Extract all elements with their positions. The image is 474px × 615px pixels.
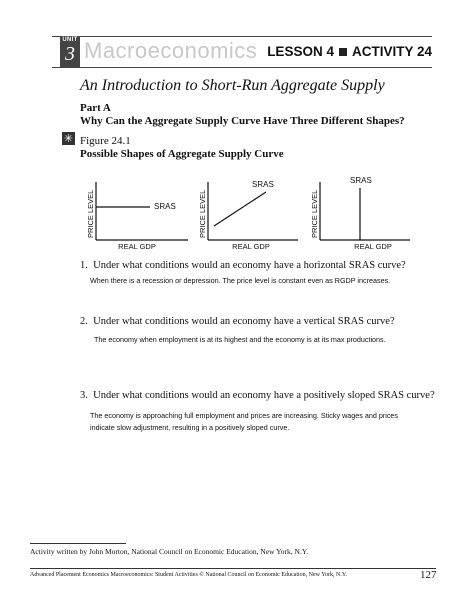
sras-curve-sloped bbox=[214, 192, 266, 226]
question-text: Under what conditions would an economy have a horizontal SRAS curve? bbox=[93, 260, 406, 271]
figure-title: Possible Shapes of Aggregate Supply Curve bbox=[80, 148, 284, 160]
question-3 bbox=[80, 390, 435, 401]
question-2 bbox=[80, 316, 395, 327]
graph-vertical-sras: PRICE LEVEL REAL GDP SRAS bbox=[310, 170, 420, 256]
asterisk-icon: ✳ bbox=[63, 132, 74, 145]
x-axis-label: REAL GDP bbox=[354, 242, 392, 251]
question-1 bbox=[80, 260, 406, 271]
graph-sloped-sras: PRICE LEVEL REAL GDP SRAS bbox=[198, 170, 308, 256]
unit-title: Macroeconomics bbox=[84, 38, 258, 63]
curve-label: SRAS bbox=[252, 180, 274, 189]
answer-2: The economy when employment is at its highest and the economy is at its max productions. bbox=[94, 335, 386, 344]
curve-label: SRAS bbox=[154, 202, 176, 211]
question-number: 3. bbox=[80, 390, 88, 401]
page-title: An Introduction to Short-Run Aggregate Supply bbox=[80, 77, 385, 94]
lesson-activity bbox=[267, 44, 432, 59]
graph-horizontal-sras: PRICE LEVEL REAL GDP SRAS bbox=[88, 170, 198, 256]
question-text: Under what conditions would an economy have a vertical SRAS curve? bbox=[93, 316, 395, 327]
question-number: 2. bbox=[80, 316, 88, 327]
unit-number: 3 bbox=[65, 43, 75, 65]
x-axis-label: REAL GDP bbox=[232, 242, 270, 251]
lesson-label: LESSON 4 bbox=[267, 44, 334, 59]
page-number: 127 bbox=[420, 569, 437, 581]
unit-word: UNIT bbox=[62, 37, 78, 43]
part-label: Part A bbox=[80, 102, 111, 114]
question-text: Under what conditions would an economy have a positively sloped SRAS curve? bbox=[93, 390, 435, 401]
curve-label: SRAS bbox=[350, 176, 372, 185]
unit-badge bbox=[60, 36, 80, 67]
figure-number: Figure 24.1 bbox=[80, 135, 131, 147]
question-number: 1. bbox=[80, 260, 88, 271]
answer-3: The economy is approaching full employment and prices are increasing. Sticky wages and prices indicate slow adjustment, resulting in a positively sloped curve. bbox=[90, 411, 399, 432]
activity-label: ACTIVITY 24 bbox=[351, 44, 432, 59]
x-axis-label: REAL GDP bbox=[118, 242, 156, 251]
square-bullet-icon bbox=[339, 48, 347, 56]
answer-1: When there is a recession or depression. The price level is constant even as RGDP increases. bbox=[90, 276, 391, 285]
footer-copyright: Advanced Placement Economics Macroeconomics: Student Activities © National Council on Economic Education, New York, N.Y. bbox=[30, 572, 347, 578]
part-question: Why Can the Aggregate Supply Curve Have Three Different Shapes? bbox=[80, 115, 405, 127]
footnote: Activity written by John Morton, National Council on Economic Education, New York, N.Y. bbox=[30, 547, 309, 556]
footer-rule bbox=[30, 568, 436, 569]
footnote-rule bbox=[30, 543, 126, 544]
